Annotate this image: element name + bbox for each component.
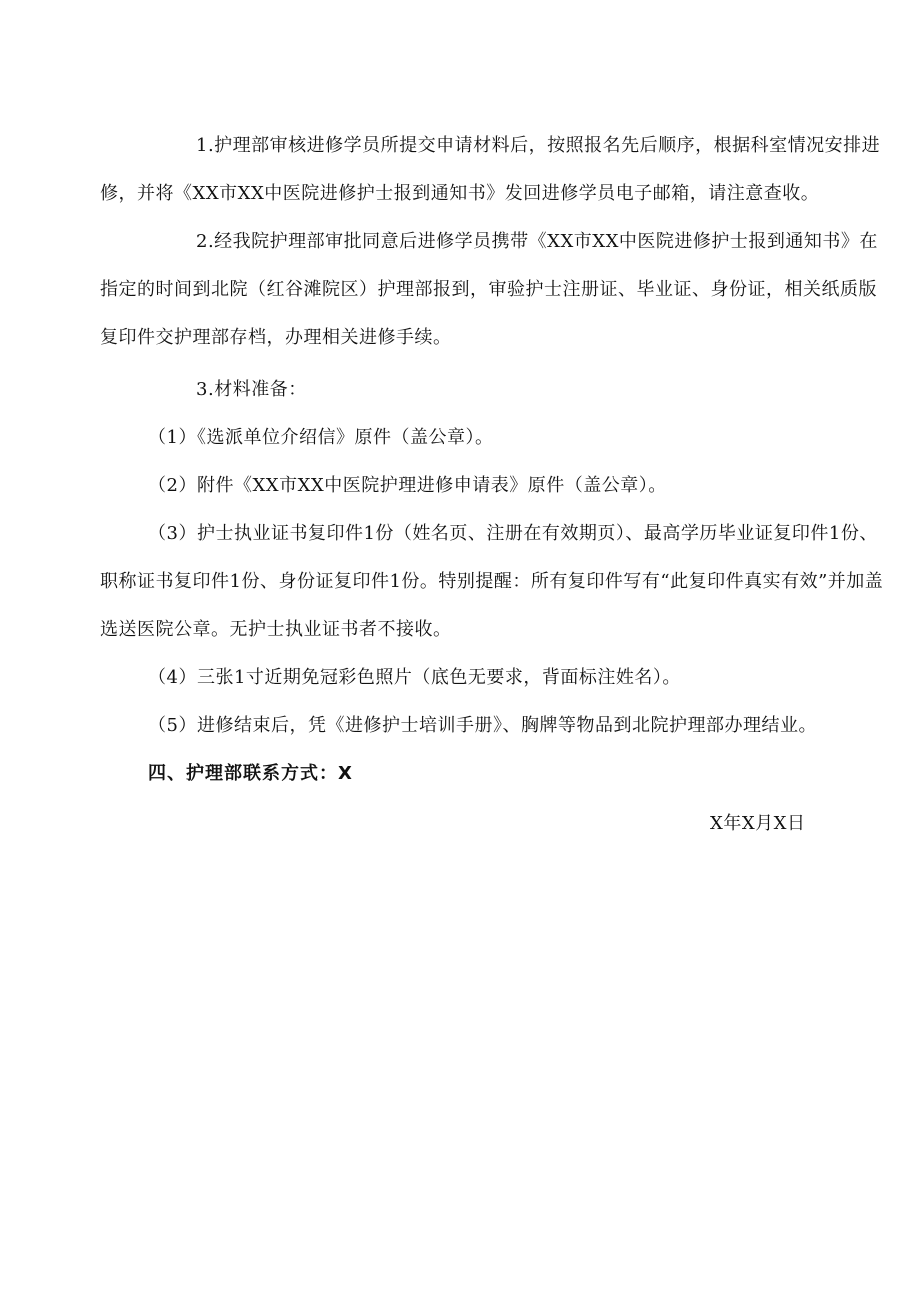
- material-item-2-text: （2）附件《XX市XX中医院护理进修申请表》原件（盖公章）。: [148, 475, 667, 496]
- paragraph-item-2: [100, 218, 890, 362]
- item-3-number: 3: [196, 379, 208, 400]
- material-item-4: [100, 654, 890, 702]
- item-2-text: .经我院护理部审批同意后进修学员携带《XX市XX中医院进修护士报到通知书》在指定的时间到北院（红谷滩院区）护理部报到，审验护士注册证、毕业证、身份证，相关纸质版复印件交护理部存档，办理相关进修手续。: [100, 231, 878, 348]
- material-item-2: [100, 462, 890, 510]
- material-item-1-text: （1）《选派单位介绍信》原件（盖公章）。: [148, 427, 494, 448]
- item-1-text: .护理部审核进修学员所提交申请材料后，按照报名先后顺序，根据科室情况安排进修，并将《XX市XX中医院进修护士报到通知书》发回进修学员电子邮箱，请注意查收。: [100, 135, 881, 204]
- item-2-number: 2: [196, 231, 208, 252]
- document-date: X年X月X日: [710, 813, 806, 834]
- material-item-5-text: （5）进修结束后，凭《进修护士培训手册》、胸牌等物品到北院护理部办理结业。: [148, 715, 817, 736]
- item-1-number: 1: [196, 135, 208, 156]
- material-item-3-text: （3）护士执业证书复印件1份（姓名页、注册在有效期页）、最高学历毕业证复印件1份、职称证书复印件1份、身份证复印件1份。特别提醒：所有复印件写有“此复印件真实有效”并加盖选送医院公章。无护士执业证书者不接收。: [100, 523, 884, 640]
- material-item-3: [100, 510, 890, 654]
- paragraph-item-3: [100, 366, 890, 414]
- material-item-5: [100, 702, 890, 750]
- contact-heading: [100, 750, 890, 798]
- material-item-4-text: （4）三张1寸近期免冠彩色照片（底色无要求，背面标注姓名）。: [148, 667, 681, 688]
- material-item-1: [100, 414, 890, 462]
- contact-heading-text: 四、护理部联系方式：X: [148, 763, 353, 784]
- paragraph-item-1: [100, 122, 890, 218]
- item-3-text: .材料准备：: [208, 379, 307, 400]
